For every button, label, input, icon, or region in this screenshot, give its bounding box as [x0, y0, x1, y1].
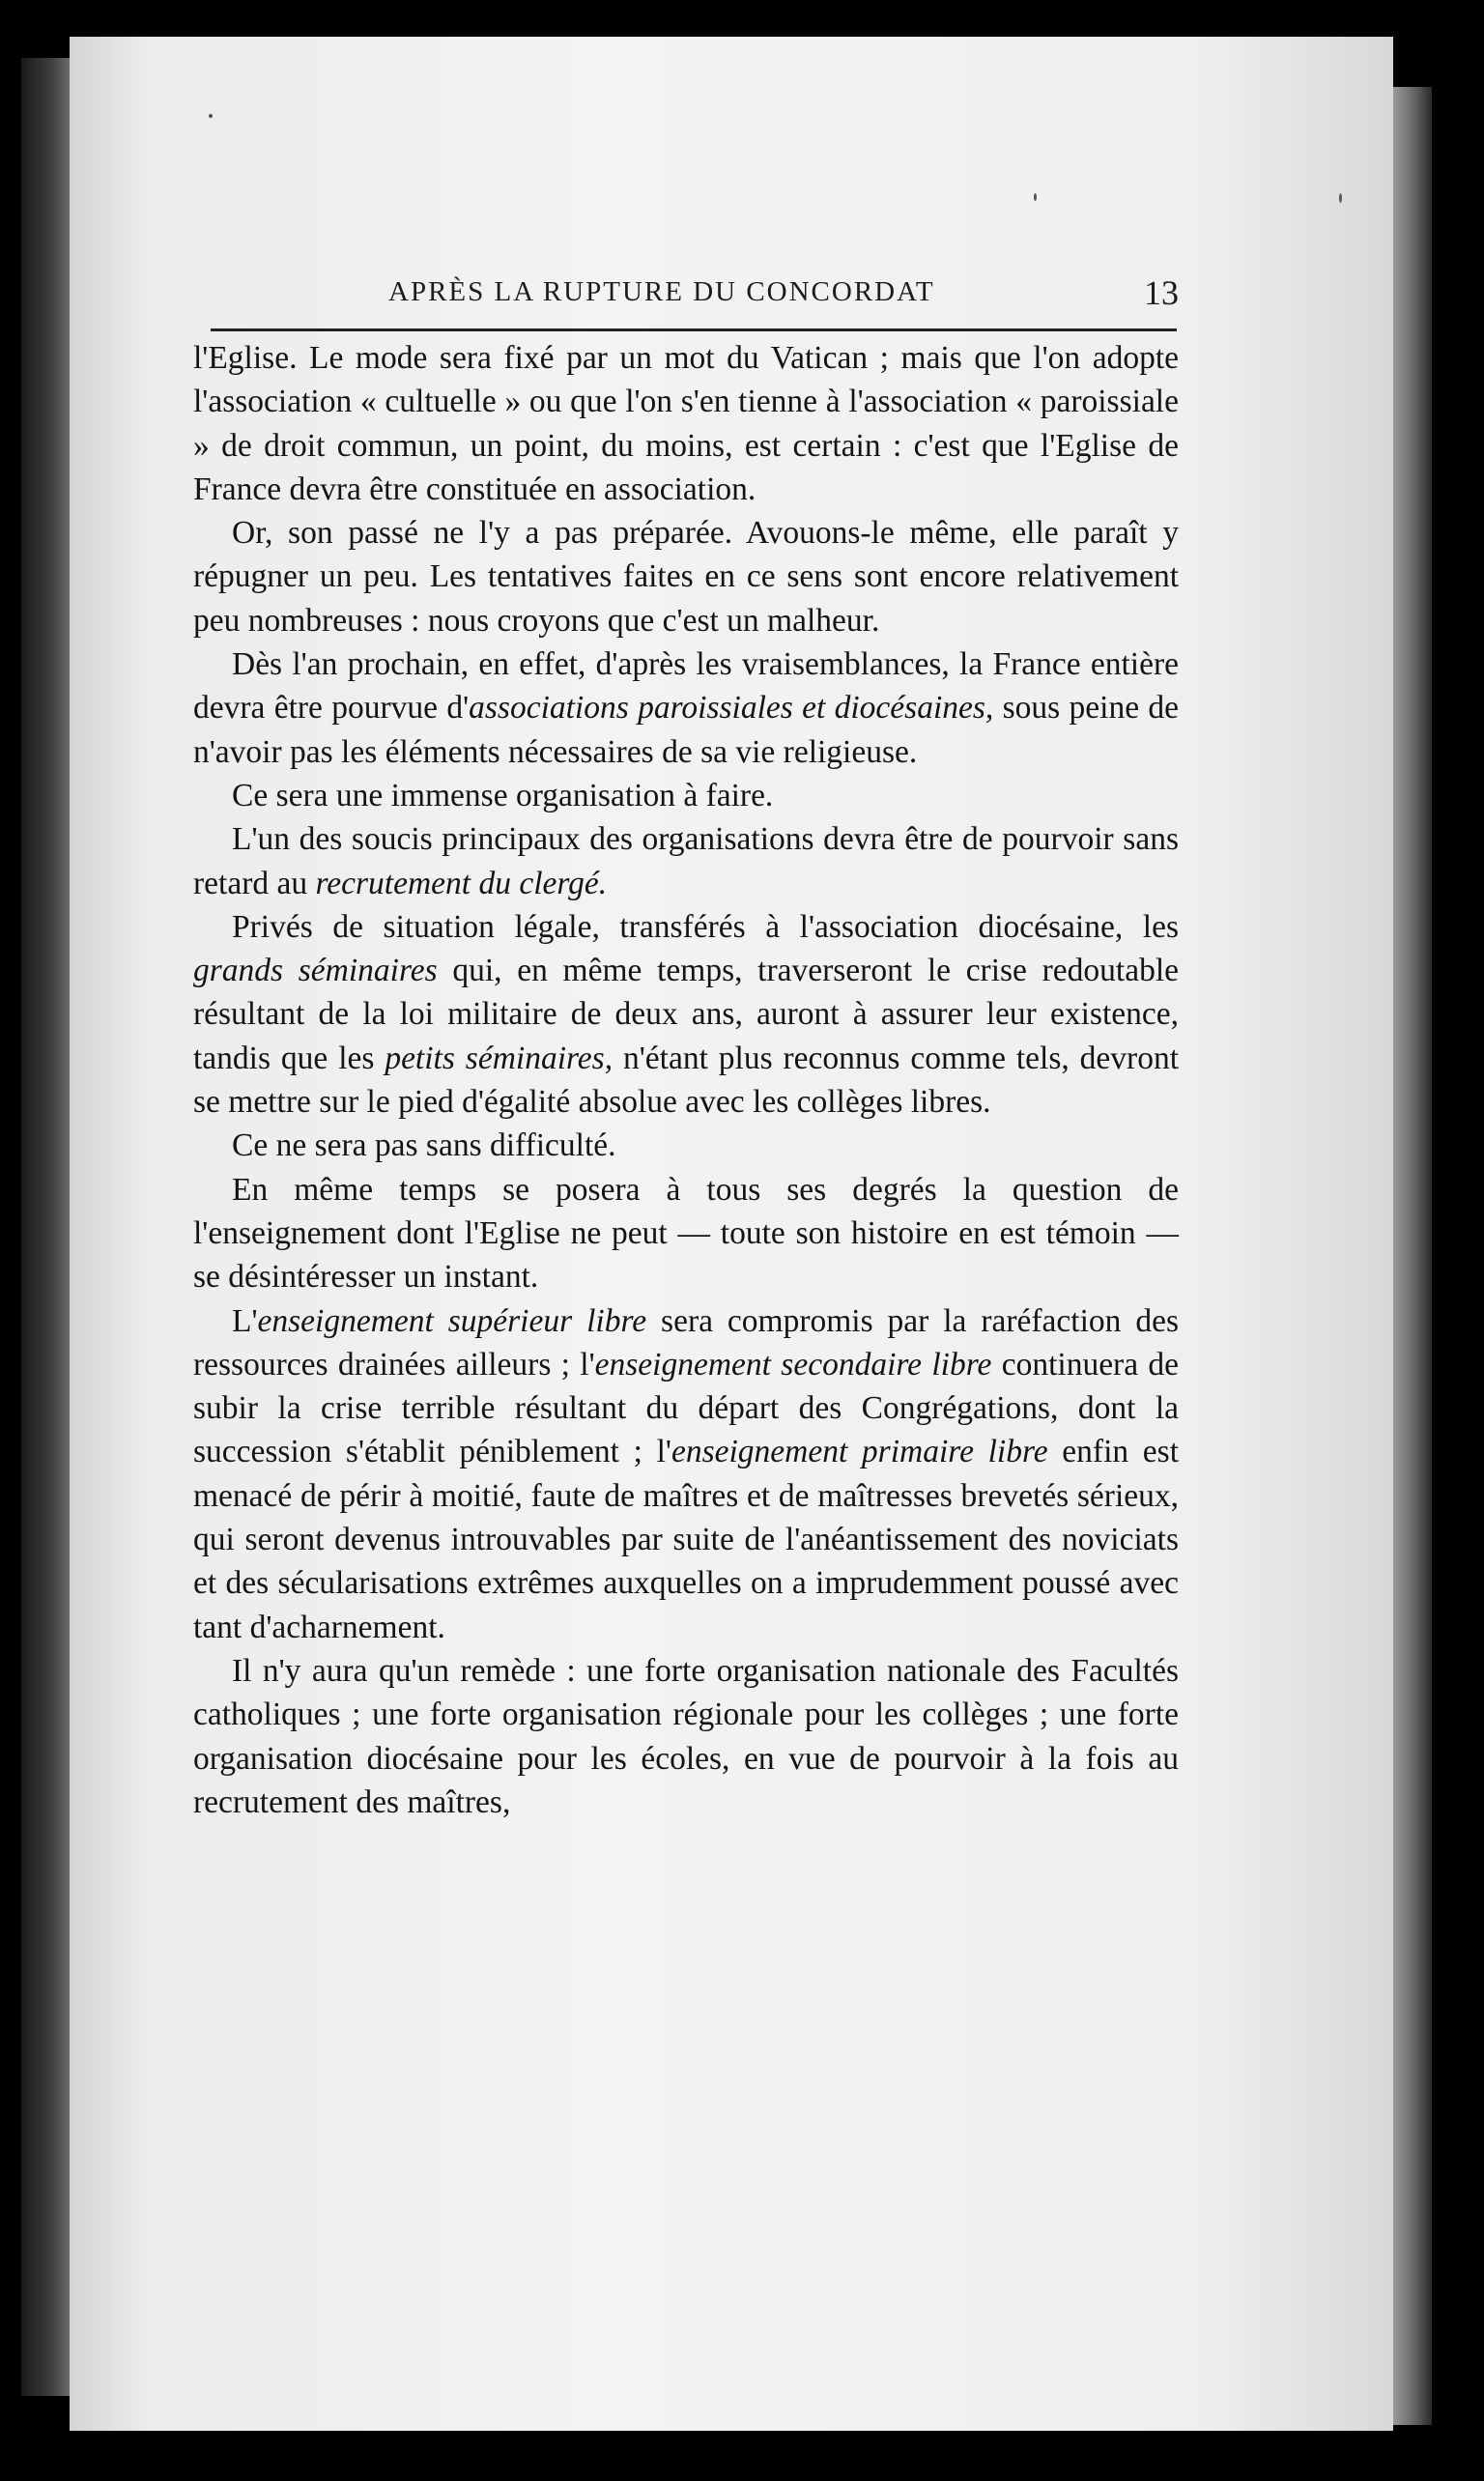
p5-italic-recrutement: recrutement du clergé. [315, 865, 608, 901]
paragraph-9 [193, 1299, 1179, 1649]
paragraph-6 [193, 905, 1179, 1124]
p9-text-e: continuera de subir la crise terrible résultant du départ des Congrégations, dont la succession s'établit péniblement ; l' [193, 1346, 1180, 1470]
paragraph-4: Ce sera une immense organisation à faire. [232, 777, 774, 813]
p5-text-a: L'un des soucis principaux des organisations devra être de pourvoir sans retard au [193, 821, 1179, 901]
paper-speck [1339, 193, 1342, 203]
p3-text-c: sous peine de n'avoir pas les éléments nécessaires de sa vie religieuse. [193, 690, 1179, 770]
page-number: 13 [1144, 273, 1179, 312]
paragraph-1: l'Eglise. Le mode sera fixé par un mot du Vatican ; mais que l'on adopte l'association « cultuelle » ou que l'on s'en tienne à l'association « paroissiale » de droit commun, un point, du moins, est certain : c'est que l'Eglise de France devra être constituée en association. [193, 340, 1179, 507]
paragraph-7: Ce ne sera pas sans difficulté. [232, 1127, 616, 1164]
paragraph-3 [193, 642, 1179, 774]
p9-italic-primaire: enseignement primaire libre [671, 1434, 1048, 1470]
paragraph-2: Or, son passé ne l'y a pas préparée. Avouons-le même, elle paraît y répugner un peu. Les tentatives faites en ce sens sont encore relativement peu nombreuses : nous croyons que c'est un malheur. [193, 515, 1179, 639]
p6-italic-grands-seminaires: grands séminaires [193, 953, 438, 989]
p9-text-g: enfin est menacé de périr à moitié, faute de maîtres et de maîtresses brevetés sérieux, qui seront devenus introuvables par suite de l'anéantissement des noviciats et des sécularisations extrêmes auxquelles on a imprudemment poussé avec tant d'acharnement. [193, 1434, 1180, 1645]
p9-text-a: L' [232, 1302, 258, 1339]
paragraph-10: Il n'y aura qu'un remède : une forte organisation nationale des Facultés catholiques ; une forte organisation régionale pour les collèges ; une forte organisation diocésaine pour les écoles, en vue de pourvoir à la fois au recrutement des maîtres, [193, 1652, 1179, 1820]
page-edge-shadow [1393, 87, 1432, 2425]
paragraph-8: En même temps se posera à tous ses degrés la question de l'enseignement dont l'Eglise ne peut — toute son histoire en est témoin — se désintéresser un instant. [193, 1171, 1179, 1296]
p3-italic-associations: associations paroissiales et diocésaines, [469, 690, 994, 727]
running-title: APRÈS LA RUPTURE DU CONCORDAT [388, 276, 935, 307]
p9-italic-secondaire: enseignement secondaire libre [594, 1346, 992, 1383]
p6-text-c: qui, en même temps, traverseront le crise redoutable résultant de la loi militaire de deux ans, auront à assurer leur existence, tandis que les [193, 953, 1179, 1076]
paper-speck [1034, 193, 1037, 201]
paper-speck [209, 114, 213, 118]
paragraph-5 [193, 817, 1179, 905]
page-header [213, 273, 1179, 323]
p6-text-e: n'étant plus reconnus comme tels, devront se mettre sur le pied d'égalité absolue avec les collèges libres. [193, 1040, 1179, 1121]
p9-text-c: sera compromis par la raréfaction des ressources drainées ailleurs ; l' [193, 1302, 1179, 1383]
p6-text-a: Privés de situation légale, transférés à l'association diocésaine, les [232, 908, 1179, 945]
p3-text-a: Dès l'an prochain, en effet, d'après les vraisemblances, la France entière devra être pourvue d' [193, 646, 1179, 727]
book-spine-shadow [21, 58, 70, 2396]
body-text [193, 336, 1179, 1824]
p9-italic-superieur: enseignement supérieur libre [257, 1302, 647, 1339]
p6-italic-petits-seminaires: petits séminaires, [385, 1040, 614, 1076]
header-rule [211, 328, 1177, 331]
